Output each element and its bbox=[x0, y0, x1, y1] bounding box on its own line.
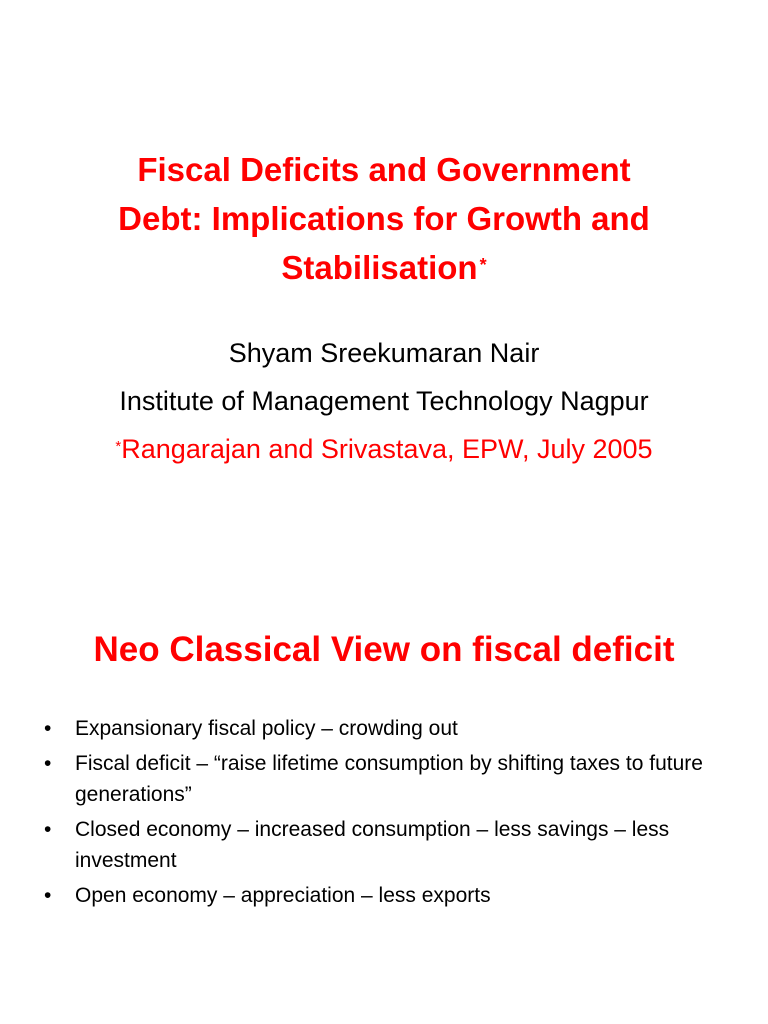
presentation-title bbox=[40, 145, 728, 292]
slide-title: Neo Classical View on fiscal deficit bbox=[93, 630, 675, 669]
bullet-item bbox=[44, 713, 734, 744]
bullet-marker: • bbox=[44, 884, 52, 907]
title-line-1: Fiscal Deficits and Government bbox=[137, 151, 631, 188]
title-line-3: Stabilisation bbox=[281, 249, 478, 286]
bullet-text: Expansionary fiscal policy – crowding out bbox=[75, 717, 458, 740]
bullet-marker: • bbox=[44, 752, 52, 775]
author-institution: Institute of Management Technology Nagpur bbox=[119, 386, 649, 416]
bullet-item bbox=[44, 814, 734, 876]
author-name: Shyam Sreekumaran Nair bbox=[228, 338, 540, 368]
bullet-text: Fiscal deficit – “raise lifetime consumption by shifting taxes to future generations” bbox=[75, 752, 703, 806]
bullet-text: Open economy – appreciation – less exports bbox=[75, 884, 491, 907]
bullet-text: Closed economy – increased consumption – less savings – less investment bbox=[75, 818, 670, 872]
bullet-marker: • bbox=[44, 717, 52, 740]
title-footnote-marker: * bbox=[479, 255, 487, 275]
source-citation bbox=[0, 432, 768, 466]
citation-text: Rangarajan and Srivastava, EPW, July 2005 bbox=[121, 434, 653, 464]
bullet-list bbox=[44, 713, 734, 915]
title-line-2: Debt: Implications for Growth and bbox=[118, 200, 650, 237]
content-slide bbox=[0, 576, 768, 1024]
bullet-marker: • bbox=[44, 818, 52, 841]
citation-footnote-marker: * bbox=[115, 438, 122, 455]
bullet-item bbox=[44, 748, 734, 810]
bullet-item bbox=[44, 880, 734, 911]
